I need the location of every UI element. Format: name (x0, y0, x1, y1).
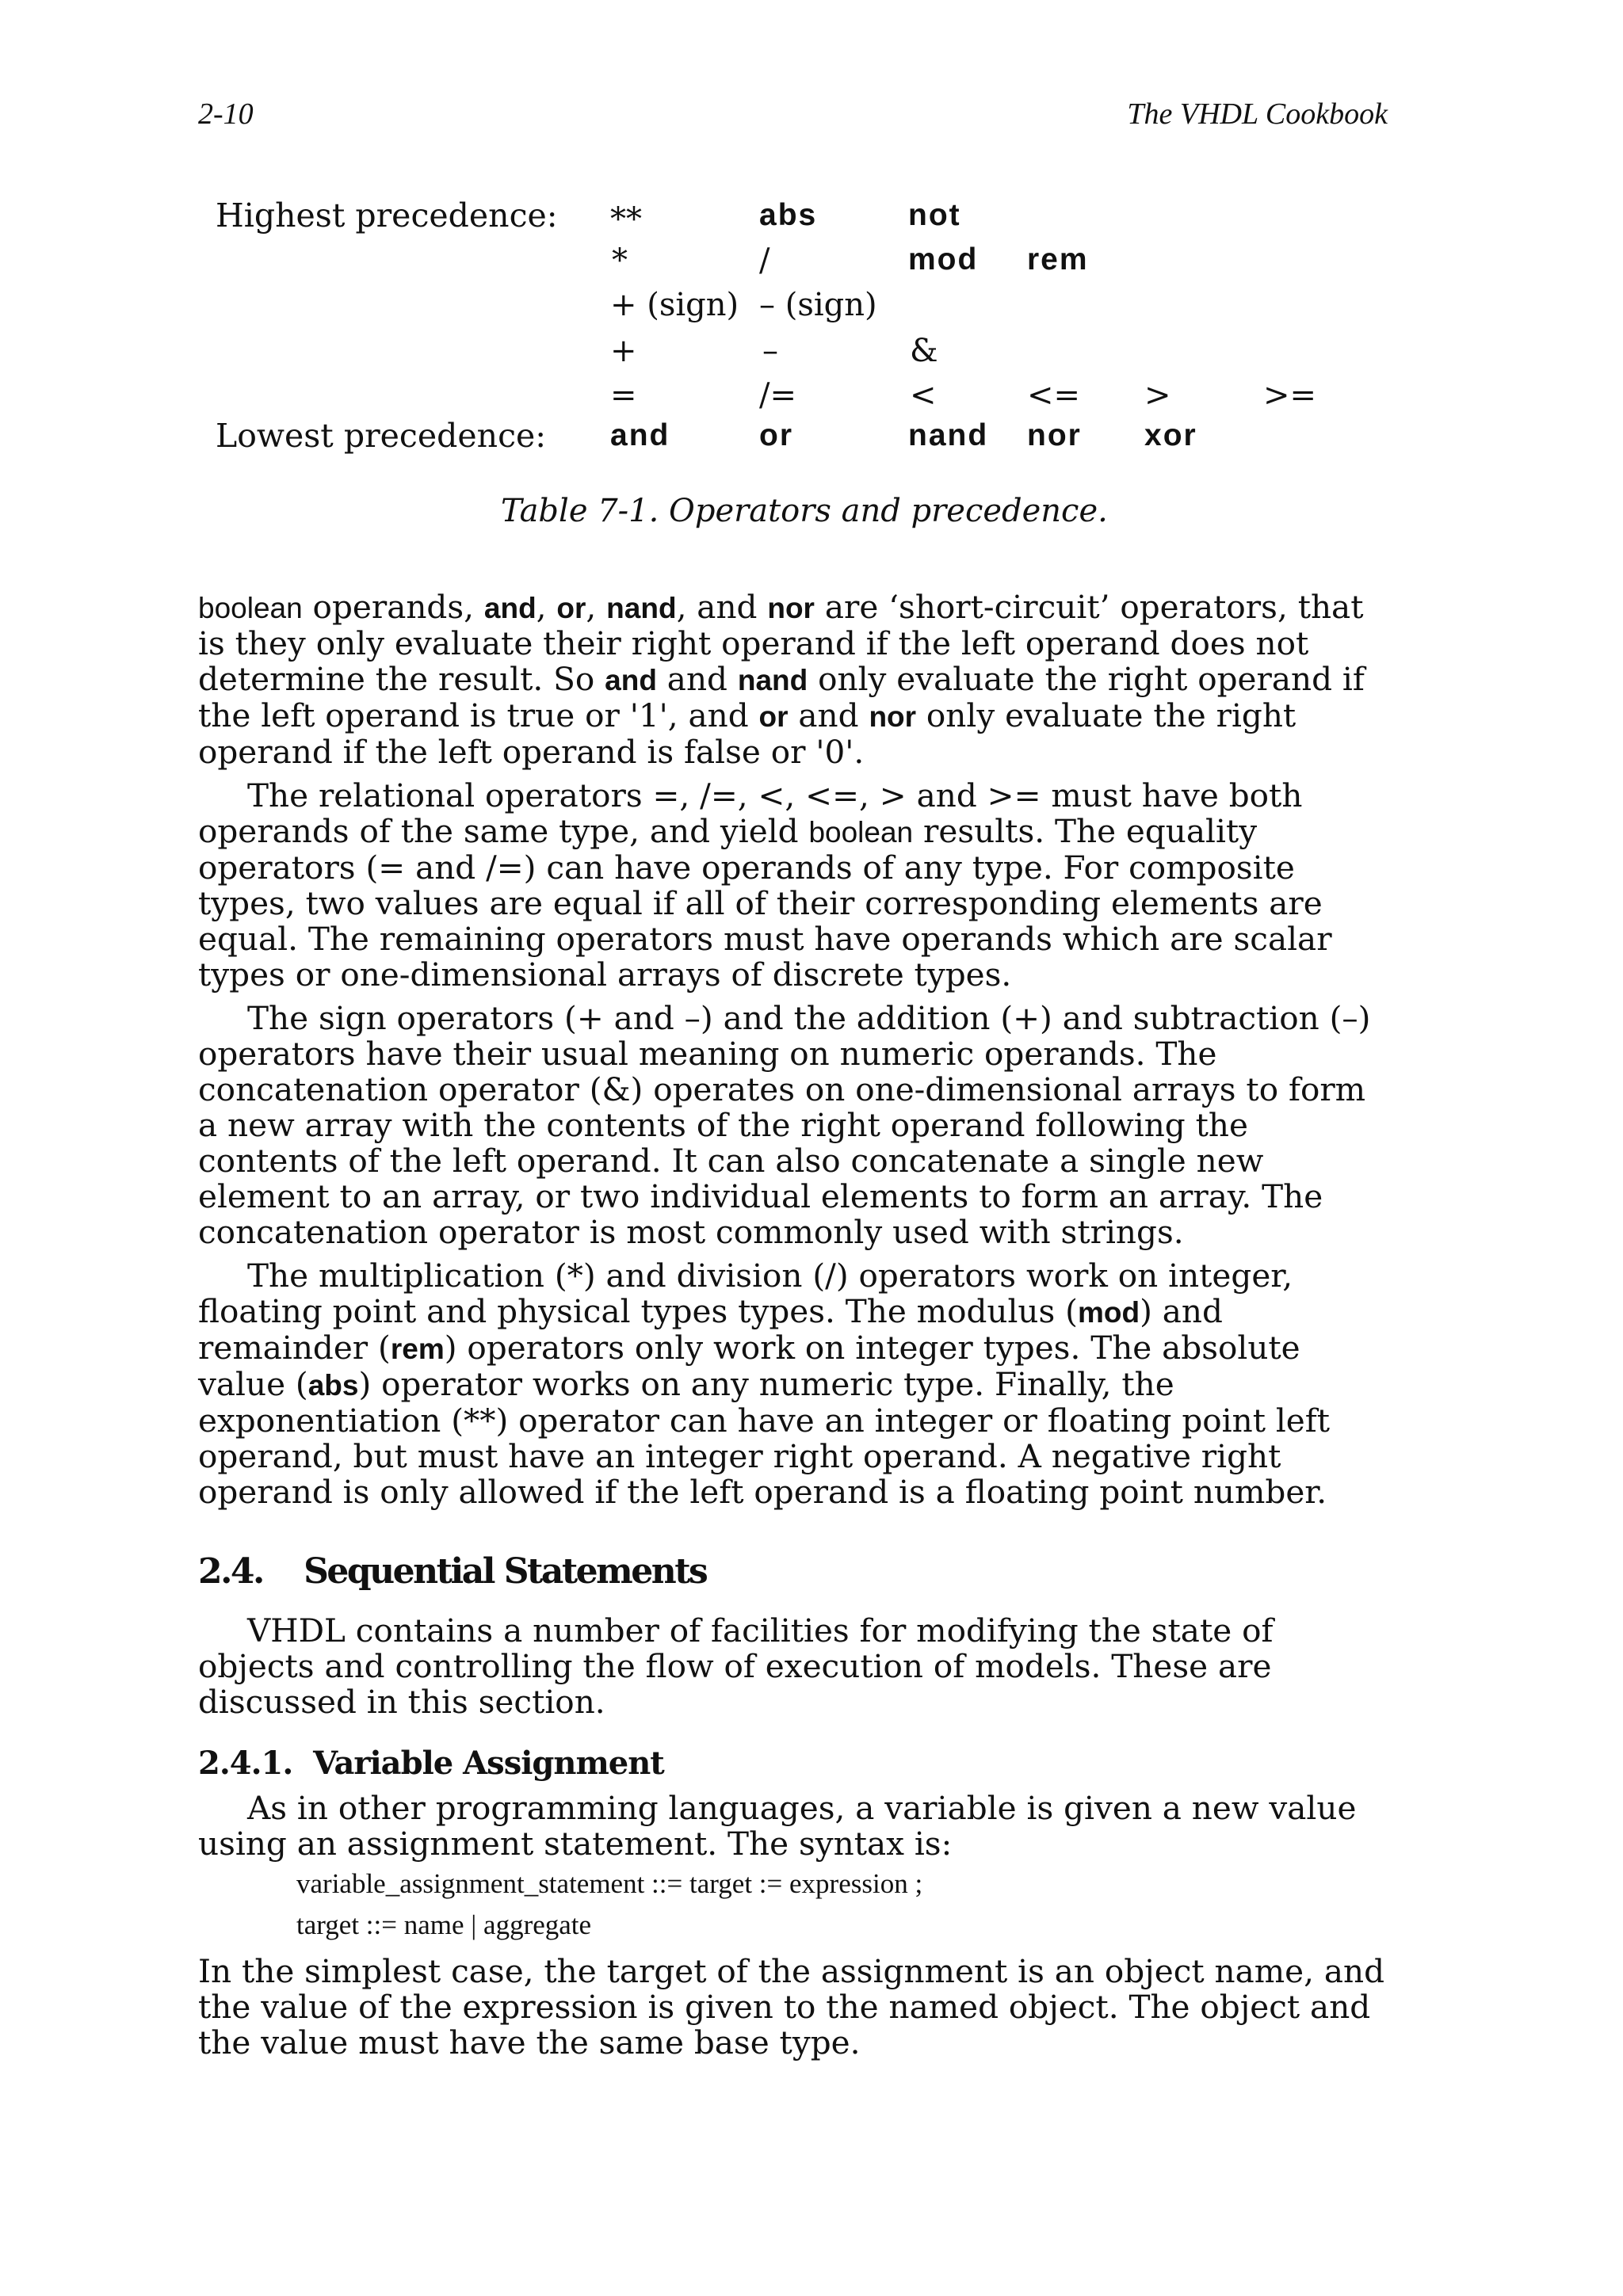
subsection-heading: 2.4.1. Variable Assignment (198, 1745, 664, 1782)
text-run: operands, (302, 588, 484, 626)
paragraph-multiplication (198, 1258, 1387, 1510)
table-cell: – (sign) (759, 287, 877, 323)
table-cell: nor (1027, 418, 1082, 452)
table-cell: > (1144, 377, 1171, 414)
table-cell: + (sign) (610, 287, 739, 323)
table-cell: not (908, 198, 961, 232)
table-cell: abs (759, 198, 818, 232)
inline-keyword: or (758, 700, 789, 733)
inline-keyword: nand (737, 664, 808, 696)
lowest-precedence-label: Lowest precedence: (216, 417, 547, 455)
table-cell: <= (1027, 377, 1081, 414)
syntax-rule: variable_assignment_statement ::= target := expression ; (296, 1868, 923, 1899)
table-cell: and (610, 418, 670, 452)
table-cell: >= (1263, 377, 1317, 414)
inline-keyword: and (483, 592, 537, 624)
inline-keyword: nand (606, 592, 677, 624)
table-cell: * (612, 242, 628, 279)
table-cell: or (759, 418, 793, 452)
paragraph-short-circuit (198, 589, 1387, 770)
text-run: , and (676, 588, 768, 626)
section-intro: VHDL contains a number of facilities for modifying the state of objects and controlling the flow of execution of models. These are discussed in this section. (198, 1611, 1274, 1721)
inline-keyword: rem (390, 1333, 445, 1365)
inline-keyword: nor (869, 700, 917, 733)
text-run: and (788, 696, 869, 734)
text-run: ) operator works on any numeric type. Finally, the exponentiation (**) operator can have an integer or floating point left operand, but must have an integer right operand. A negative right operand is only allowed if the left operand is a floating point number. (198, 1365, 1331, 1511)
inline-keyword: boolean (198, 592, 303, 624)
highest-precedence-label: Highest precedence: (216, 196, 558, 235)
body-text (198, 589, 1387, 1518)
text-run: ) operators only work on integer types. The absolute value ( (198, 1329, 1300, 1403)
inline-keyword: nor (767, 592, 815, 624)
text-run: , (586, 588, 607, 626)
text-run: only evaluate the right operand if the left operand is true or '1', and (198, 660, 1365, 734)
inline-keyword: or (556, 592, 586, 624)
inline-keyword: abs (307, 1369, 359, 1402)
subsection-intro: As in other programming languages, a variable is given a new value using an assignment statement. The syntax is: (198, 1789, 1357, 1863)
table-cell: < (910, 377, 937, 414)
inline-keyword: and (605, 664, 657, 696)
table-cell: rem (1027, 242, 1089, 277)
table-cell: = (610, 377, 637, 414)
inline-keyword: boolean (808, 816, 914, 849)
text-run: results. The equality operators (= and /=) can have operands of any type. For composite types, two values are equal if all of their corresponding elements are equal. The remaining operators must have operands which are scalar types or one-dimensional arrays of discrete types. (198, 812, 1332, 994)
text-run: ) and remainder ( (198, 1292, 1223, 1367)
table-cell: xor (1144, 418, 1197, 452)
table-cell: / (759, 242, 770, 279)
text-run: , (536, 588, 557, 626)
text-run: only evaluate the right operand if the left operand is false or '0'. (198, 696, 1296, 771)
paragraph-sign-operators: The sign operators (+ and –) and the addition (+) and subtraction (–) operators have their usual meaning on numeric operands. The concatenation operator (&) operates on one-dimensional arrays to form a new array with the contents of the right operand following the contents of the left operand. It can also concatenate a single new element to an array, or two individual elements to form an array. The concatenation operator is most commonly used with strings. (198, 999, 1371, 1251)
syntax-rule: target ::= name | aggregate (296, 1909, 592, 1940)
table-cell: + (610, 333, 637, 369)
section-heading: 2.4. Sequential Statements (198, 1551, 707, 1592)
page-number: 2-10 (198, 97, 254, 131)
table-cell: /= (759, 377, 796, 414)
text-run: and (656, 660, 738, 698)
table-cell: nand (908, 418, 989, 452)
inline-keyword: mod (1077, 1296, 1140, 1329)
subsection-closing: In the simplest case, the target of the assignment is an object name, and the value of the expression is given to the named object. The object and the value must have the same base type. (198, 1952, 1385, 2061)
text-run: The multiplication (*) and division (/) operators work on integer, floating point and physical types types. The modulus ( (198, 1257, 1293, 1330)
book-title: The VHDL Cookbook (1127, 97, 1388, 131)
table-cell: & (910, 333, 938, 369)
table-cell: – (762, 333, 778, 369)
table-caption: Table 7-1. Operators and precedence. (501, 493, 1108, 529)
text-run: The relational operators =, /=, <, <=, > and >= must have both operands of the same type, and yield (198, 776, 1303, 850)
paragraph-relational (198, 778, 1387, 993)
table-cell: mod (908, 242, 979, 277)
text-run: are ‘short-circuit’ operators, that is they only evaluate their right operand if the left operand does not determine the result. So (198, 588, 1364, 698)
table-cell: ** (610, 201, 642, 238)
